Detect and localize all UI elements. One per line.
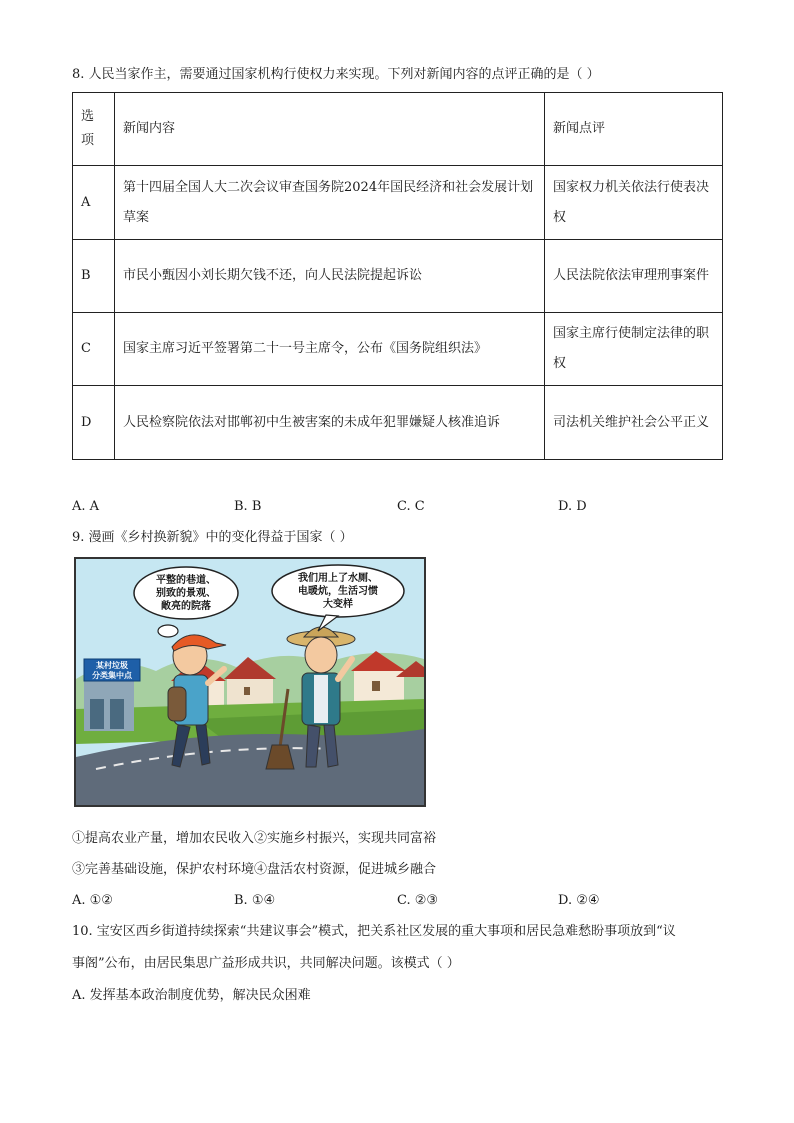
row-b-comment: 人民法院依法审理刑事案件 <box>545 240 723 313</box>
bubble-right-line-1: 我们用上了水厕、 <box>298 573 378 584</box>
garbage-sorting-point <box>84 659 140 731</box>
bubble-right-line-2: 电暖炕，生活习惯 <box>298 586 378 597</box>
q8-choice-c[interactable]: C. C <box>397 499 425 514</box>
q9-statement-1: ①提高农业产量，增加农民收入②实施乡村振兴，实现共同富裕 <box>72 831 437 846</box>
table-row <box>73 386 723 460</box>
table-row <box>73 313 723 386</box>
q8-choice-a[interactable]: A. A <box>72 499 100 514</box>
row-b-content: 市民小甄因小刘长期欠钱不还，向人民法院提起诉讼 <box>115 240 545 313</box>
q9-stem: 9. 漫画《乡村换新貌》中的变化得益于国家（ ） <box>72 530 353 545</box>
table-header-row <box>73 93 723 166</box>
q9-choice-a[interactable]: A. ①② <box>72 893 113 908</box>
cartoon-illustration <box>76 559 424 805</box>
q8-choices <box>72 497 722 517</box>
row-d-comment: 司法机关维护社会公平正义 <box>545 386 723 460</box>
q10-stem-line-1: 10. 宝安区西乡街道持续探索“共建议事会”模式，把关系社区发展的重大事项和居民急难愁盼事项放到“议 <box>72 924 676 939</box>
q9-cartoon-image <box>74 557 426 807</box>
q10-stem-line-2: 事阁”公布，由居民集思广益形成共识，共同解决问题。该模式（ ） <box>72 956 460 971</box>
q8-stem: 8. 人民当家作主，需要通过国家机构行使权力来实现。下列对新闻内容的点评正确的是（ ） <box>72 67 600 82</box>
bubble-left-line-3: 敞亮的院落 <box>161 601 211 612</box>
q9-choices <box>72 891 722 911</box>
bubble-left-line-2: 别致的景观、 <box>156 588 216 599</box>
row-b-option: B <box>73 240 115 313</box>
bubble-left-line-1: 平整的巷道、 <box>156 575 216 586</box>
row-a-comment: 国家权力机关依法行使表决权 <box>545 166 723 240</box>
row-c-option: C <box>73 313 115 386</box>
q10-choice-a[interactable]: A. 发挥基本政治制度优势，解决民众困难 <box>72 988 311 1003</box>
q8-choice-b[interactable]: B. B <box>234 499 262 514</box>
header-content: 新闻内容 <box>115 93 545 166</box>
row-d-option: D <box>73 386 115 460</box>
table-row <box>73 240 723 313</box>
row-c-comment: 国家主席行使制定法律的职权 <box>545 313 723 386</box>
q8-choice-d[interactable]: D. D <box>558 499 587 514</box>
row-a-option: A <box>73 166 115 240</box>
bubble-right-line-3: 大变样 <box>323 599 353 610</box>
header-comment: 新闻点评 <box>545 93 723 166</box>
row-a-content: 第十四届全国人大二次会议审查国务院2024年国民经济和社会发展计划草案 <box>115 166 545 240</box>
q9-choice-d[interactable]: D. ②④ <box>558 893 600 908</box>
q8-news-table <box>72 92 723 460</box>
sign-line-2: 分类集中点 <box>92 671 132 680</box>
sign-line-1: 某村垃圾 <box>96 661 128 670</box>
q9-choice-c[interactable]: C. ②③ <box>397 893 439 908</box>
row-c-content: 国家主席习近平签署第二十一号主席令，公布《国务院组织法》 <box>115 313 545 386</box>
q9-statement-2: ③完善基础设施，保护农村环境④盘活农村资源，促进城乡融合 <box>72 862 437 877</box>
header-option: 选项 <box>73 93 115 166</box>
table-row <box>73 166 723 240</box>
row-d-content: 人民检察院依法对邯郸初中生被害案的未成年犯罪嫌疑人核准追诉 <box>115 386 545 460</box>
q9-choice-b[interactable]: B. ①④ <box>234 893 276 908</box>
